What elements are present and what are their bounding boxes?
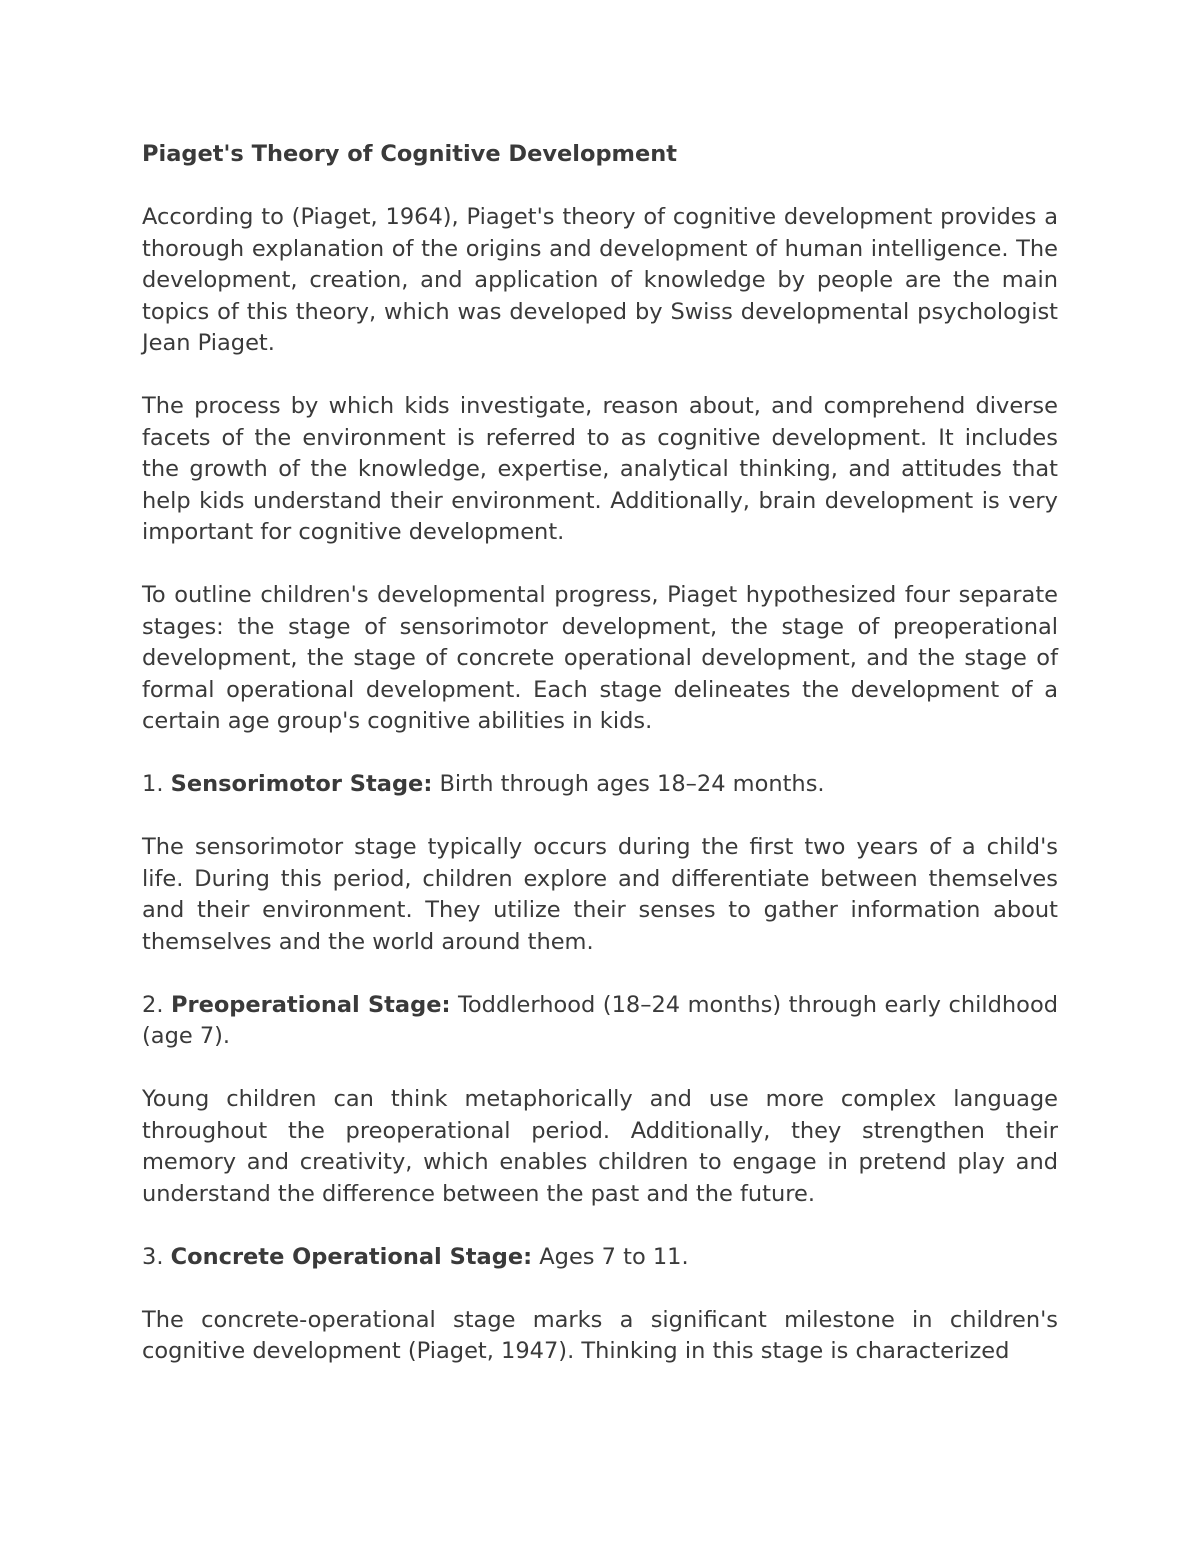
stage-number: 1. — [142, 771, 164, 797]
document-body — [142, 139, 1058, 1399]
paragraph-concrete: The concrete-operational stage marks a significant milestone in children's cognitive development (Piaget, 1947). Thinking in this stage is characterized — [142, 1306, 1058, 1364]
paragraph-sensorimotor: The sensorimotor stage typically occurs during the first two years of a child's life. During this period, children explore and differentiate between themselves and their environment. They utilize their senses to gather information about themselves and the world around them. — [142, 834, 1058, 955]
stage-name: Concrete Operational Stage: — [170, 1243, 533, 1270]
stage-heading-concrete — [142, 1242, 1058, 1274]
paragraph-preoperational: Young children can think metaphorically and use more complex language throughout the preoperational period. Additionally, they strengthen their memory and creativity, which enables children to engage in pretend play and understand the difference between the past and the future. — [142, 1086, 1058, 1207]
stage-number: 2. — [142, 991, 164, 1018]
document-title: Piaget's Theory of Cognitive Development — [142, 141, 678, 167]
paragraph-intro: According to (Piaget, 1964), Piaget's theory of cognitive development provides a thorough explanation of the origins and development of human intelligence. The development, creation, and application of knowledge by people are the main topics of this theory, which was developed by Swiss developmental psychologist Jean Piaget. — [142, 204, 1058, 356]
paragraph-process: The process by which kids investigate, reason about, and comprehend diverse facets of the environment is referred to as cognitive development. It includes the growth of the knowledge, expertise, analytical thinking, and attitudes that help kids understand their environment. Additionally, brain development is very important for cognitive development. — [142, 393, 1058, 545]
stage-name: Preoperational Stage: — [170, 991, 451, 1018]
stage-heading-preoperational — [142, 990, 1058, 1053]
stage-heading-sensorimotor — [142, 769, 1058, 801]
paragraph-outline: To outline children's developmental progress, Piaget hypothesized four separate stages: the stage of sensorimotor development, the stage of preoperational development, the stage of concrete operational development, and the stage of formal operational development. Each stage delineates the development of a certain age group's cognitive abilities in kids. — [142, 582, 1058, 734]
stage-number: 3. — [142, 1243, 164, 1270]
stage-range: Birth through ages 18–24 months. — [439, 771, 825, 797]
stage-range: Ages 7 to 11. — [539, 1243, 689, 1270]
stage-range: Toddlerhood (18–24 months) through early childhood (age 7). — [142, 991, 1058, 1049]
stage-name: Sensorimotor Stage: — [170, 771, 433, 797]
